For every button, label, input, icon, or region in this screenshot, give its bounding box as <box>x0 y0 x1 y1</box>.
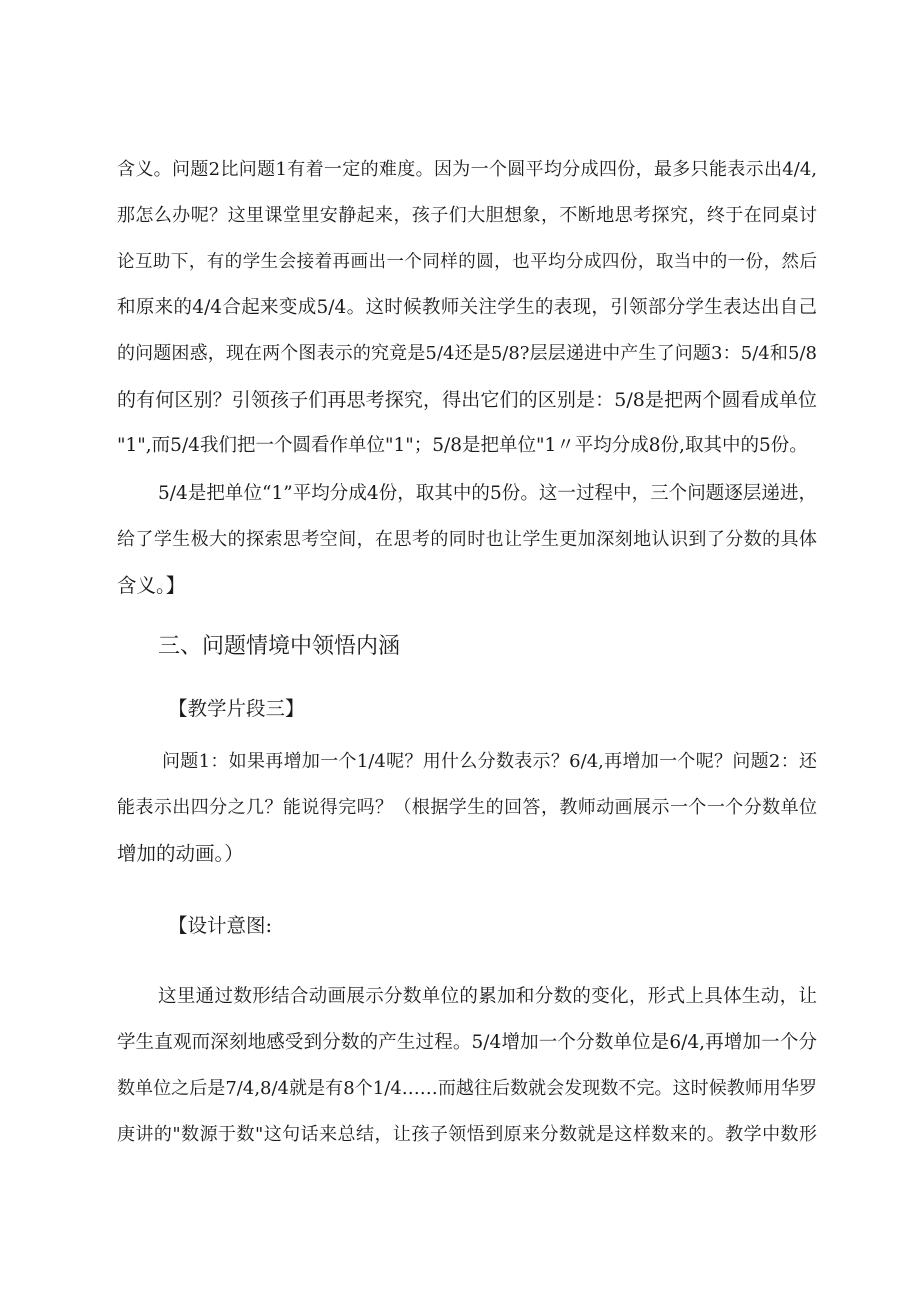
fragment-label: 【教学片段三】 <box>168 697 305 720</box>
paragraph-line: "1",而5/4我们把一个圆看作单位"1"；5/8是把单位"1〃平均分成8份,取其中的5份。 <box>117 435 808 456</box>
design-intent-label: 【设计意图: <box>168 914 273 937</box>
paragraph-line: 给了学生极大的探索思考空间，在思考的同时也让学生更加深刻地认识到了分数的具体 <box>117 529 817 550</box>
paragraph-line: 能表示出四分之几？能说得完吗？（根据学生的回答，教师动画展示一个一个分数单位 <box>117 797 817 818</box>
paragraph-line: 问题1：如果再增加一个1/4呢？用什么分数表示？6/4,再增加一个呢？问题2：还 <box>162 751 817 772</box>
paragraph-line: 含义。】 <box>117 574 186 597</box>
paragraph-line: 的有何区别？引领孩子们再思考探究，得出它们的区别是：5/8是把两个圆看成单位 <box>117 389 817 411</box>
paragraph-line: 和原来的4/4合起来变成5/4。这时候教师关注学生的表现，引领部分学生表达出自己 <box>117 297 817 318</box>
paragraph-line: 含义。问题2比问题1有着一定的难度。因为一个圆平均分成四份，最多只能表示出4/4, <box>117 159 817 180</box>
section-heading: 三、问题情境中领悟内涵 <box>158 634 401 659</box>
paragraph-line: 的问题困惑，现在两个图表示的究竟是5/4还是5/8?层层递进中产生了问题3：5/4和5/8 <box>117 343 817 364</box>
paragraph-line: 数单位之后是7/4,8/4就是有8个1/4……而越往后数就会发现数不完。这时候教师用华罗 <box>117 1078 817 1099</box>
paragraph-line: 这里通过数形结合动画展示分数单位的累加和分数的变化，形式上具体生动，让 <box>158 986 817 1007</box>
paragraph-line: 那怎么办呢？这里课堂里安静起来，孩子们大胆想象，不断地思考探究，终于在同桌讨 <box>117 205 817 226</box>
paragraph-line: 学生直观而深刻地感受到分数的产生过程。5/4增加一个分数单位是6/4,再增加一个分 <box>117 1032 817 1053</box>
paragraph-line: 论互助下，有的学生会接着再画出一个同样的圆，也平均分成四份，取当中的一份，然后 <box>117 252 817 272</box>
paragraph-line: 庚讲的"数源于数"这句话来总结，让孩子领悟到原来分数就是这样数来的。教学中数形 <box>117 1124 817 1145</box>
paragraph-line: 5/4是把单位“1”平均分成4份，取其中的5份。这一过程中，三个问题逐层递进， <box>158 483 817 504</box>
paragraph-line: 增加的动画。） <box>117 842 244 865</box>
